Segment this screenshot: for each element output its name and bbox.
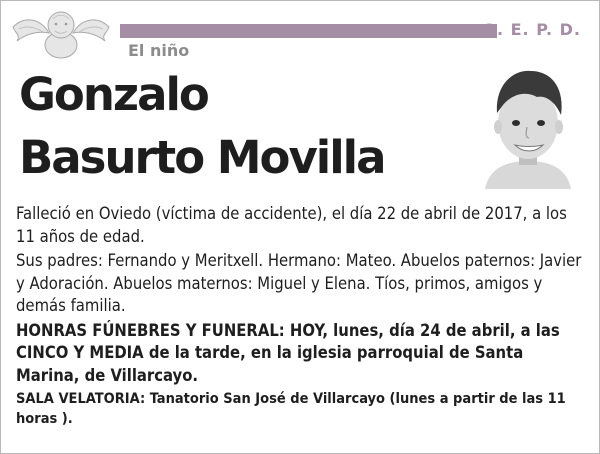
- notice-body: [16, 203, 586, 431]
- family-list: Sus padres: Fernando y Meritxell. Hermano: Mateo. Abuelos paternos: Javier y Adoración. Abuelos maternos: Miguel y Elena. Tíos, primos, amigos y demás familia.: [16, 251, 582, 315]
- deceased-descriptor: El niño: [128, 41, 190, 60]
- qepd-label: Q. E. P. D.: [482, 20, 581, 39]
- funeral-details: HONRAS FÚNEBRES Y FUNERAL: HOY, lunes, día 24 de abril, a las CINCO Y MEDIA de la tarde, en la iglesia parroquial de Santa Marina, de Villarcayo.: [16, 320, 560, 385]
- wake-details: SALA VELATORIA: Tanatorio San José de Villarcayo (lunes a partir de las 11 horas ).: [16, 391, 566, 427]
- header-rule: [120, 24, 497, 38]
- cherub-angel-icon: [9, 5, 113, 63]
- child-portrait-photo: [479, 61, 577, 189]
- deceased-first-name: Gonzalo: [19, 68, 208, 121]
- death-details: Falleció en Oviedo (víctima de accidente), el día 22 de abril de 2017, a los 11 años de edad.: [16, 204, 567, 246]
- deceased-surnames: Basurto Movilla: [19, 131, 385, 184]
